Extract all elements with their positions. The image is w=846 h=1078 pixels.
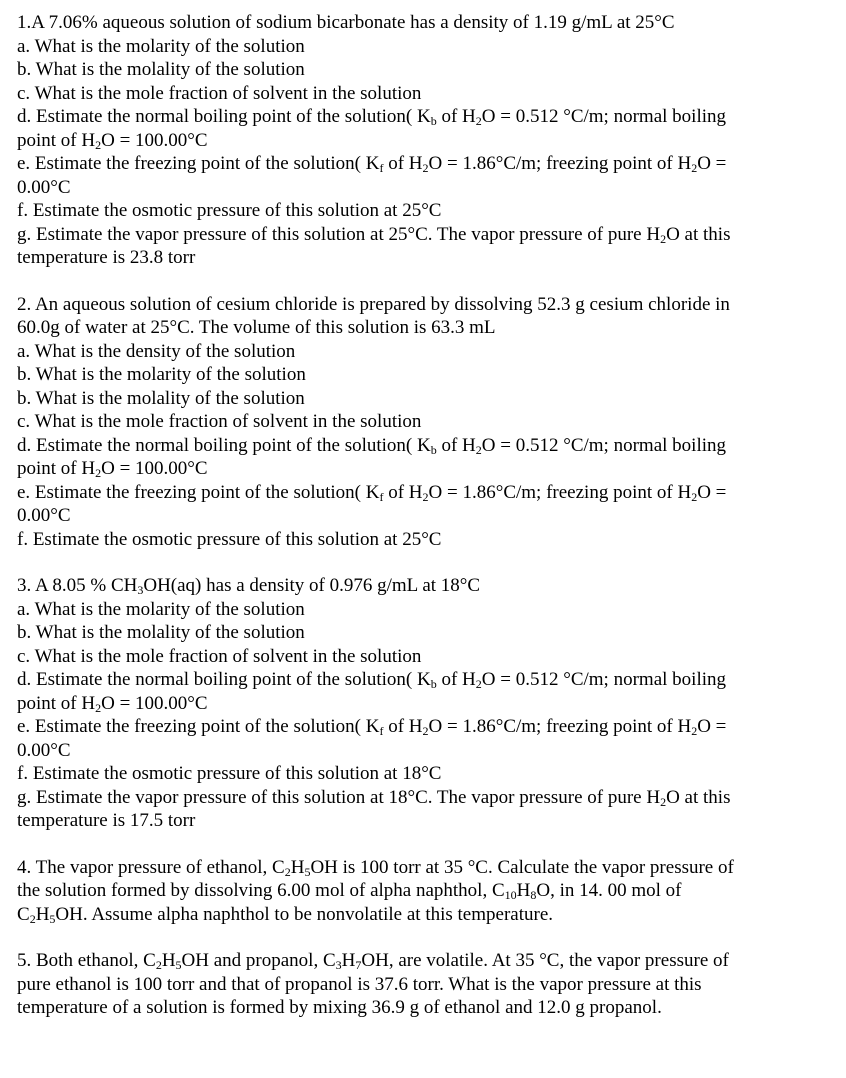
problem-line: b. What is the molality of the solution: [17, 59, 305, 80]
problem-line: 4. The vapor pressure of ethanol, $C_2H_5OH$ is 100 torr at 35 °C. Calculate the vapor pressure of: [17, 856, 734, 879]
problem-4: [17, 856, 826, 927]
problem-line: temperature of a solution is formed by mixing 36.9 g of ethanol and 12.0 g propanol.: [17, 997, 662, 1018]
problem-line: a. What is the molarity of the solution: [17, 598, 305, 620]
problem-line: a. What is the density of the solution: [17, 340, 296, 362]
problem-line: the solution formed by dissolving 6.00 mol of alpha naphthol, $C_{10}H_8O$, in 14. 00 mol of: [17, 880, 682, 902]
problem-line: b. What is the molarity of the solution: [17, 364, 306, 385]
problem-line: f. Estimate the osmotic pressure of this solution at 25°C: [17, 200, 442, 221]
problem-line: f. Estimate the osmotic pressure of this solution at 18°C: [17, 763, 442, 784]
problem-2: [17, 293, 826, 552]
problem-line: 60.0g of water at 25°C. The volume of this solution is 63.3 mL: [17, 317, 496, 338]
problem-line: e. Estimate the freezing point of the solution( $K_f$ of $H_2O = 1.86^\circ C/m$; freezing point of $H_2O$ =: [17, 153, 727, 175]
problem-line: g. Estimate the vapor pressure of this solution at 25°C. The vapor pressure of pure $H_2O$ at this: [17, 223, 731, 246]
problem-line: 3. A 8.05 % $CH_3OH(aq)$ has a density of 0.976 g/mL at 18°C: [17, 575, 481, 597]
problem-line: g. Estimate the vapor pressure of this solution at 18°C. The vapor pressure of pure $H_2O$ at this: [17, 786, 731, 809]
problem-line: 1.A 7.06% aqueous solution of sodium bicarbonate has a density of 1.19 g/mL at 25°C: [17, 12, 675, 33]
problem-line: $C_2H_5OH$. Assume alpha naphthol to be nonvolatile at this temperature.: [17, 903, 554, 926]
problem-1: [17, 11, 826, 270]
problem-line: e. Estimate the freezing point of the solution( $K_f$ of $H_2O = 1.86^\circ C/m$; freezing point of $H_2O$ =: [17, 716, 727, 738]
problem-line: point of $H_2O = 100.00^\circ C$: [17, 692, 208, 715]
problem-line: a. What is the molarity of the solution: [17, 35, 305, 57]
problem-line: 0.00°C: [17, 505, 71, 526]
problem-line: c. What is the mole fraction of solvent in the solution: [17, 411, 422, 432]
problem-line: f. Estimate the osmotic pressure of this solution at 25°C: [17, 528, 442, 550]
problem-line: c. What is the mole fraction of solvent in the solution: [17, 645, 422, 667]
problem-3: [17, 574, 826, 833]
problem-line: point of $H_2O = 100.00^\circ C$: [17, 129, 208, 152]
problem-line: temperature is 17.5 torr: [17, 810, 196, 831]
problem-line: temperature is 23.8 torr: [17, 247, 196, 268]
problem-line: d. Estimate the normal boiling point of the solution( $K_b$ of $H_2O = 0.512$ °C/m; normal boiling: [17, 106, 726, 128]
problem-line: 0.00°C: [17, 739, 71, 761]
problem-line: 5. Both ethanol, $C_2H_5OH$ and propanol, $C_3H_7OH$, are volatile. At 35 °C, the vapor pressure of: [17, 950, 729, 972]
problem-line: 2. An aqueous solution of cesium chloride is prepared by dissolving 52.3 g cesium chloride in: [17, 293, 730, 315]
problem-line: pure ethanol is 100 torr and that of propanol is 37.6 torr. What is the vapor pressure at this: [17, 973, 702, 995]
problem-line: 0.00°C: [17, 176, 71, 198]
problem-line: b. What is the molality of the solution: [17, 622, 305, 643]
problem-line: d. Estimate the normal boiling point of the solution( $K_b$ of $H_2O = 0.512$ °C/m; normal boiling: [17, 669, 726, 691]
problem-line: e. Estimate the freezing point of the solution( $K_f$ of $H_2O = 1.86^\circ C/m$; freezing point of $H_2O$ =: [17, 481, 727, 504]
problem-line: b. What is the molality of the solution: [17, 387, 305, 409]
problem-5: [17, 949, 826, 1020]
problem-line: c. What is the mole fraction of solvent in the solution: [17, 82, 422, 104]
problem-line: point of $H_2O = 100.00^\circ C$: [17, 458, 208, 480]
problem-line: d. Estimate the normal boiling point of the solution( $K_b$ of $H_2O = 0.512$ °C/m; normal boiling: [17, 434, 726, 457]
